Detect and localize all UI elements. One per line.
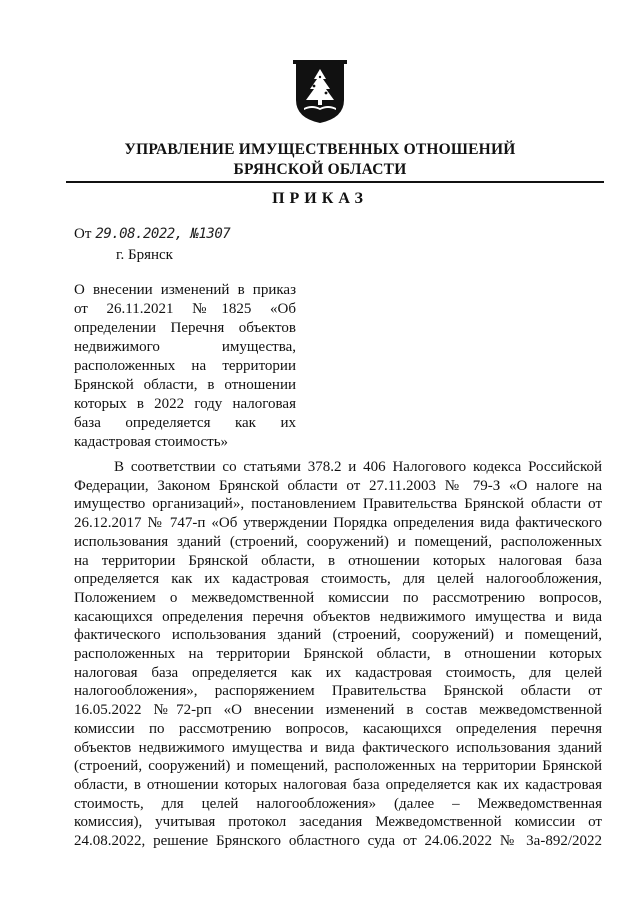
document-type-title: ПРИКАЗ [272, 190, 368, 207]
date-number-line [74, 226, 230, 243]
body-line: стоимость, для целей налогообложения» (далее – Межведомственная [74, 795, 602, 812]
city-name: г. Брянск [116, 247, 173, 263]
handwritten-date-number: 29.08.2022, №1307 [95, 226, 231, 242]
order-body-paragraph [74, 458, 602, 851]
date-prefix: От [74, 226, 92, 242]
body-line: комиссии по рассмотрению вопросов, касающихся определения перечня [74, 720, 602, 737]
body-line: использования зданий (строений, сооружений) и помещений, расположенных [74, 533, 602, 550]
subject-line: определении Перечня объектов [74, 320, 296, 336]
body-line: 16.05.2022 №72-рп «О внесении изменений в состав межведомственной [74, 702, 602, 719]
body-line: расположенных на территории Брянской области, в отношении которых [74, 646, 602, 663]
order-subject [74, 281, 296, 452]
subject-line: недвижимого имущества, [74, 339, 296, 355]
subject-line: О внесении изменений в приказ [74, 282, 296, 298]
body-line: области, в отношении которых налоговая база определяется как их кадастровая [74, 776, 602, 793]
organization-name-line2: БРЯНСКОЙ ОБЛАСТИ [233, 161, 407, 178]
organization-name-line1: УПРАВЛЕНИЕ ИМУЩЕСТВЕННЫХ ОТНОШЕНИЙ [124, 141, 516, 158]
body-line: Федерации, Законом Брянской области от 27.11.2003 № 79-З «О налоге на [74, 477, 602, 494]
subject-line: кадастровая стоимость» [74, 434, 229, 450]
body-line: налогообложения», распоряжением Правительства Брянской области от [74, 683, 602, 700]
subject-line: база определяется как их [74, 415, 296, 431]
header-divider [66, 181, 604, 183]
subject-line: от 26.11.2021 №1825 «Об [74, 301, 296, 317]
body-line: 26.12.2017 № 747-п «Об утверждении Порядка определения вида фактического [74, 515, 602, 532]
body-line: касающихся определения перечня объектов недвижимого имущества и вида [74, 608, 602, 625]
body-line: В соответствии со статьями 378.2 и 406 Налогового кодекса Российской [114, 459, 602, 475]
body-line: объектов недвижимого имущества и вида фактического использования зданий [74, 739, 602, 756]
body-line: Положением о межведомственной комиссии по рассмотрению вопросов, [74, 589, 602, 606]
body-line: фактического использования зданий (строений, сооружений) и помещений, [74, 627, 602, 644]
body-line: (строений, сооружений) и помещений, расположенных на территории Брянской [74, 758, 602, 775]
subject-line: которых в 2022 году налоговая [74, 396, 296, 412]
body-line: определяется как их кадастровая стоимость, для целей налогообложения, [74, 571, 602, 588]
body-line: налоговая база определяется как их кадастровая стоимость, для целей [74, 664, 602, 681]
body-line: на территории Брянской области, в отношении которых налоговая база [74, 552, 602, 569]
body-line: комиссия), учитывая протокол заседания Межведомственной комиссии от [74, 814, 602, 831]
subject-line: Брянской области, в отношении [74, 377, 296, 393]
subject-line: расположенных на территории [74, 358, 296, 374]
bryansk-coat-of-arms-icon [293, 60, 347, 124]
body-line: 24.08.2022, решение Брянского областного суда от 24.06.2022 № 3а-892/2022 [74, 833, 602, 850]
body-line: имущество организаций», постановлением Правительства Брянской области от [74, 496, 602, 513]
